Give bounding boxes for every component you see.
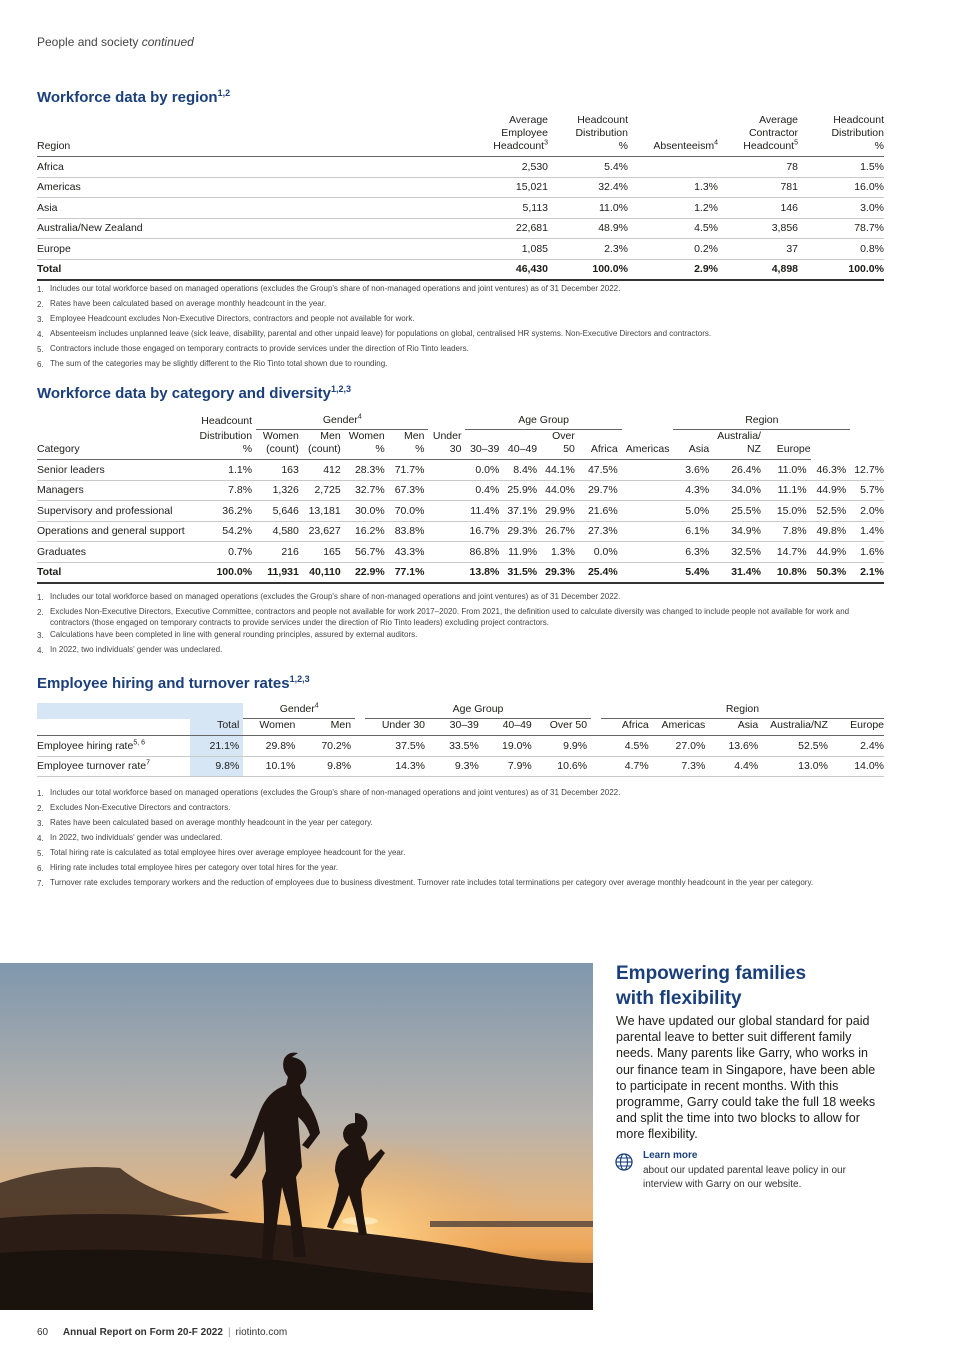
sunset-silhouette-photo: [0, 963, 593, 1310]
table-cell: [428, 521, 465, 542]
table-cell: [591, 756, 601, 777]
table-cell: 15.0%: [765, 501, 811, 522]
table-cell: 3.0%: [802, 198, 884, 219]
table-cell: 43.3%: [389, 542, 429, 563]
col-category: Category: [37, 430, 194, 460]
col-40-49: 40–49: [503, 430, 541, 460]
diversity-footnotes: [37, 590, 887, 658]
diversity-table-title: Workforce data by category and diversity$^{1,2,3}$: [37, 384, 352, 402]
row-label: Senior leaders: [37, 460, 194, 481]
table-cell: 21.1%: [190, 736, 243, 757]
table-cell: 32.4%: [552, 177, 632, 198]
table-cell: 1.5%: [802, 157, 884, 178]
table-cell: 15,021: [347, 177, 552, 198]
hiring-col-header: 30–39: [429, 719, 483, 736]
table-cell: 4.5%: [632, 218, 722, 239]
row-label: Total: [37, 562, 194, 583]
table-cell: 0.0%: [465, 460, 503, 481]
row-label: Americas: [37, 177, 347, 198]
table-cell: [428, 460, 465, 481]
table-cell: 5.0%: [673, 501, 713, 522]
table-cell: 0.8%: [802, 239, 884, 260]
group-age: Age Group: [465, 414, 621, 430]
table-row: [37, 157, 884, 178]
row-label: Graduates: [37, 542, 194, 563]
col-headcount-distribution: Headcount Distribution %: [552, 114, 632, 157]
footnote: 6. The sum of the categories may be slightly different to the Rio Tinto total shown due to rounding.: [37, 359, 388, 369]
table-cell: 16.7%: [465, 521, 503, 542]
table-cell: 54.2%: [194, 521, 256, 542]
table-cell: 26.4%: [713, 460, 765, 481]
table-cell: [622, 480, 674, 501]
table-cell: 10.6%: [536, 756, 591, 777]
table-cell: 2,725: [303, 480, 345, 501]
group-region: Region: [673, 414, 850, 430]
table-cell: 44.0%: [541, 480, 579, 501]
table-cell: 6.3%: [673, 542, 713, 563]
table-row: [37, 542, 884, 563]
footnote: 5. Total hiring rate is calculated as total employee hires over average employee headcount for the year.: [37, 848, 406, 858]
table-cell: 6.1%: [673, 521, 713, 542]
col-30-39: 30–39: [465, 430, 503, 460]
table-cell: 781: [722, 177, 802, 198]
table-cell: 0.4%: [465, 480, 503, 501]
table-cell: 56.7%: [345, 542, 389, 563]
website-link[interactable]: riotinto.com: [235, 1327, 288, 1338]
table-cell: 100.0%: [194, 562, 256, 583]
table-cell: 40,110: [303, 562, 345, 583]
footnote: 4. In 2022, two individuals' gender was undeclared.: [37, 645, 223, 655]
hiring-col-header: Africa: [601, 719, 653, 736]
report-name: Annual Report on Form 20-F 2022: [62, 1327, 223, 1338]
footnote: 3. Calculations have been completed in line with general rounding principles, assured by external auditors.: [37, 630, 418, 640]
table-cell: 44.9%: [811, 480, 851, 501]
table-cell: 1,085: [347, 239, 552, 260]
hiring-group-region: Region: [601, 703, 884, 719]
col-women-count: Women (count): [256, 430, 303, 460]
table-cell: 2.4%: [832, 736, 884, 757]
table-cell: 26.7%: [541, 521, 579, 542]
table-cell: 36.2%: [194, 501, 256, 522]
table-cell: 31.4%: [713, 562, 765, 583]
table-cell: 9.8%: [299, 756, 355, 777]
table-cell: 7.3%: [653, 756, 710, 777]
table-cell: 44.1%: [541, 460, 579, 481]
row-label: Operations and general support: [37, 521, 194, 542]
footnote: 1. Includes our total workforce based on managed operations (excludes the Group's share of non-managed operations and joint ventures) as of 31 December 2022.: [37, 592, 621, 602]
table-cell: 11.4%: [465, 501, 503, 522]
learn-more-description: about our updated parental leave policy in our interview with Garry on our website.: [643, 1165, 846, 1190]
table-cell: 28.3%: [345, 460, 389, 481]
footnote: 2. Excludes Non-Executive Directors and contractors.: [37, 803, 231, 813]
table-cell: 13.0%: [762, 756, 832, 777]
footnote: 6. Hiring rate includes total employee hires per category over total hires for the year.: [37, 863, 339, 873]
table-cell: 21.6%: [579, 501, 622, 522]
table-cell: 12.7%: [850, 460, 884, 481]
table-row: [37, 177, 884, 198]
region-footnotes: [37, 282, 887, 372]
total-row: [37, 562, 884, 583]
table-cell: [428, 501, 465, 522]
table-row: [37, 198, 884, 219]
col-contractor-distribution: Headcount Distribution %: [802, 114, 884, 157]
table-row: [37, 218, 884, 239]
table-cell: 2.1%: [850, 562, 884, 583]
table-cell: 9.3%: [429, 756, 483, 777]
table-cell: 32.7%: [345, 480, 389, 501]
table-cell: 14.0%: [832, 756, 884, 777]
table-cell: 16.2%: [345, 521, 389, 542]
hiring-col-header: 40–49: [483, 719, 536, 736]
table-cell: [355, 756, 365, 777]
col-avg-employee-headcount: Average Employee Headcount$^3$: [347, 114, 552, 157]
table-cell: 9.9%: [536, 736, 591, 757]
table-cell: 37: [722, 239, 802, 260]
row-label: Total: [37, 259, 347, 280]
table-cell: 25.9%: [503, 480, 541, 501]
row-label: Europe: [37, 239, 347, 260]
col-women-pct: Women %: [345, 430, 389, 460]
table-cell: [428, 562, 465, 583]
table-cell: 34.0%: [713, 480, 765, 501]
table-cell: 146: [722, 198, 802, 219]
table-row: [37, 756, 884, 777]
learn-more-link[interactable]: Learn more: [643, 1150, 698, 1161]
table-cell: 9.8%: [190, 756, 243, 777]
footnote: 3. Employee Headcount excludes Non-Executive Directors, contractors and people not available for work.: [37, 314, 415, 324]
table-cell: 4,580: [256, 521, 303, 542]
table-row: [37, 736, 884, 757]
table-cell: [428, 542, 465, 563]
table-cell: 49.8%: [811, 521, 851, 542]
footnote: 4. Absenteeism includes unplanned leave (sick leave, disability, parental and other unpaid leave) for populations on global, centralised HR systems. Non-Executive Directors and contractors.: [37, 329, 712, 339]
table-cell: 37.1%: [503, 501, 541, 522]
table-cell: 2.3%: [552, 239, 632, 260]
table-cell: 77.1%: [389, 562, 429, 583]
row-label: Employee turnover rate$^7$: [37, 756, 190, 777]
table-cell: 14.7%: [765, 542, 811, 563]
table-cell: 0.0%: [579, 542, 622, 563]
table-cell: 4.7%: [601, 756, 653, 777]
table-cell: 44.9%: [811, 542, 851, 563]
table-cell: 22,681: [347, 218, 552, 239]
table-cell: 3.6%: [673, 460, 713, 481]
table-cell: 27.3%: [579, 521, 622, 542]
table-cell: 1.6%: [850, 542, 884, 563]
table-cell: 4.4%: [709, 756, 762, 777]
col-australia-nz: Australia/ NZ: [713, 430, 765, 460]
table-cell: 100.0%: [802, 259, 884, 280]
table-cell: 0.2%: [632, 239, 722, 260]
table-cell: 29.3%: [503, 521, 541, 542]
table-cell: 50.3%: [811, 562, 851, 583]
hiring-col-header: Under 30: [365, 719, 429, 736]
hiring-group-age: Age Group: [365, 703, 591, 719]
table-cell: 13,181: [303, 501, 345, 522]
table-cell: 34.9%: [713, 521, 765, 542]
table-cell: 78: [722, 157, 802, 178]
col-over-50: Over 50: [541, 430, 579, 460]
table-cell: 71.7%: [389, 460, 429, 481]
table-cell: 13.8%: [465, 562, 503, 583]
table-cell: 163: [256, 460, 303, 481]
hiring-footnotes: [37, 786, 887, 891]
col-men-count: Men (count): [303, 430, 345, 460]
hiring-group-gender: Gender$^4$: [243, 703, 355, 719]
hiring-col-header: Total: [190, 719, 243, 736]
table-cell: 46.3%: [811, 460, 851, 481]
footnote: 2. Rates have been calculated based on average monthly headcount in the year.: [37, 299, 327, 309]
region-table: [37, 114, 884, 281]
table-cell: 29.9%: [541, 501, 579, 522]
table-cell: 70.0%: [389, 501, 429, 522]
row-label: Employee hiring rate$^{5, 6}$: [37, 736, 190, 757]
col-hd-distribution-l1: Headcount: [201, 414, 253, 427]
page-footer: 60 Annual Report on Form 20-F 2022 | riotinto.com: [37, 1327, 288, 1338]
hiring-table-title: Employee hiring and turnover rates$^{1,2,3}$: [37, 674, 310, 692]
table-cell: 25.5%: [713, 501, 765, 522]
footnote: 3. Rates have been calculated based on average monthly headcount in the year per category.: [37, 818, 373, 828]
table-row: [37, 501, 884, 522]
table-cell: 7.8%: [765, 521, 811, 542]
table-cell: 4,898: [722, 259, 802, 280]
table-cell: 5,646: [256, 501, 303, 522]
table-cell: 48.9%: [552, 218, 632, 239]
table-cell: [622, 501, 674, 522]
table-cell: 5.4%: [673, 562, 713, 583]
table-cell: 1.3%: [632, 177, 722, 198]
table-cell: 11.9%: [503, 542, 541, 563]
col-absenteeism: Absenteeism$^4$: [632, 114, 722, 157]
region-table-title: Workforce data by region$^{1,2}$: [37, 88, 231, 106]
table-cell: 29.7%: [579, 480, 622, 501]
table-cell: 5.7%: [850, 480, 884, 501]
table-cell: [622, 460, 674, 481]
table-cell: 5,113: [347, 198, 552, 219]
table-cell: 216: [256, 542, 303, 563]
table-cell: 14.3%: [365, 756, 429, 777]
row-label: Asia: [37, 198, 347, 219]
table-cell: 5.4%: [552, 157, 632, 178]
hiring-col-header: Australia/NZ: [762, 719, 832, 736]
table-cell: 3,856: [722, 218, 802, 239]
hiring-table: [37, 703, 884, 777]
row-label: Australia/New Zealand: [37, 218, 347, 239]
footnote: 5. Contractors include those engaged on temporary contracts to provide services under the direction of Rio Tinto leaders.: [37, 344, 469, 354]
table-cell: [632, 157, 722, 178]
running-head: People and society continued: [37, 35, 194, 49]
globe-icon: [614, 1152, 634, 1172]
table-row: [37, 521, 884, 542]
table-cell: 0.7%: [194, 542, 256, 563]
hiring-col-header: Women: [243, 719, 299, 736]
feature-body: We have updated our global standard for paid parental leave to better suit different family needs. Many parents like Garry, who works in our finance team in Singapore, have been able to participate in recent months. With this programme, Garry could take the full 18 weeks and split the time into two blocks to allow for more flexibility.: [616, 1014, 876, 1142]
table-cell: 37.5%: [365, 736, 429, 757]
table-cell: 2.9%: [632, 259, 722, 280]
diversity-table: [37, 414, 884, 584]
table-cell: 29.3%: [541, 562, 579, 583]
table-cell: [622, 562, 674, 583]
row-label: Supervisory and professional: [37, 501, 194, 522]
col-europe: Europe: [765, 430, 811, 460]
table-cell: 4.5%: [601, 736, 653, 757]
col-hd-distribution: Distribution %: [194, 430, 256, 460]
table-cell: 13.6%: [709, 736, 762, 757]
table-cell: 100.0%: [552, 259, 632, 280]
table-cell: 1.2%: [632, 198, 722, 219]
table-cell: 11,931: [256, 562, 303, 583]
table-cell: 25.4%: [579, 562, 622, 583]
footnote: 1. Includes our total workforce based on managed operations (excludes the Group's share of non-managed operations and joint ventures) as of 31 December 2022.: [37, 788, 621, 798]
table-cell: 11.0%: [765, 460, 811, 481]
col-africa: Africa: [579, 430, 622, 460]
col-asia: Asia: [673, 430, 713, 460]
table-row: [37, 239, 884, 260]
group-gender: Gender$^4$: [256, 414, 428, 430]
hiring-col-header: Europe: [832, 719, 884, 736]
table-cell: 23,627: [303, 521, 345, 542]
table-cell: [591, 736, 601, 757]
table-cell: 10.1%: [243, 756, 299, 777]
table-cell: 2,530: [347, 157, 552, 178]
table-cell: 4.3%: [673, 480, 713, 501]
table-cell: 1.3%: [541, 542, 579, 563]
table-cell: 412: [303, 460, 345, 481]
col-americas: Americas: [622, 430, 674, 460]
table-cell: 46,430: [347, 259, 552, 280]
table-cell: 27.0%: [653, 736, 710, 757]
table-cell: 52.5%: [811, 501, 851, 522]
table-cell: 67.3%: [389, 480, 429, 501]
col-avg-contractor-headcount: Average Contractor Headcount$^5$: [722, 114, 802, 157]
table-cell: 32.5%: [713, 542, 765, 563]
table-cell: 16.0%: [802, 177, 884, 198]
page-number: 60: [37, 1327, 49, 1338]
table-row: [37, 480, 884, 501]
table-cell: 7.8%: [194, 480, 256, 501]
table-cell: 52.5%: [762, 736, 832, 757]
total-row: [37, 259, 884, 280]
table-cell: 11.0%: [552, 198, 632, 219]
table-cell: [355, 736, 365, 757]
table-cell: 70.2%: [299, 736, 355, 757]
hiring-col-header: Asia: [709, 719, 762, 736]
table-cell: [622, 521, 674, 542]
feature-title: Empowering families with flexibility: [616, 963, 807, 1009]
footnote: 7. Turnover rate excludes temporary workers and the reduction of employees due to business divestment. Turnover rate includes total terminations per category over average monthly headcount in the year per category.: [37, 878, 814, 888]
table-cell: 1.1%: [194, 460, 256, 481]
table-cell: [622, 542, 674, 563]
table-cell: 8.4%: [503, 460, 541, 481]
col-under-30: Under 30: [428, 430, 465, 460]
table-cell: 83.8%: [389, 521, 429, 542]
table-cell: 29.8%: [243, 736, 299, 757]
row-label: Managers: [37, 480, 194, 501]
table-cell: 47.5%: [579, 460, 622, 481]
table-cell: 11.1%: [765, 480, 811, 501]
table-cell: [428, 480, 465, 501]
table-cell: 2.0%: [850, 501, 884, 522]
col-region: Region: [37, 114, 347, 157]
table-cell: 33.5%: [429, 736, 483, 757]
footnote: 4. In 2022, two individuals' gender was undeclared.: [37, 833, 223, 843]
hiring-col-header: Men: [299, 719, 355, 736]
table-cell: 30.0%: [345, 501, 389, 522]
footnote: 2. Excludes Non-Executive Directors, Executive Committee, contractors and people not available for work 2017–2020. From 2021, the definition used to calculate diversity was changed to include people not available for work and contractors (those engaged on temporary contracts to provide services under the direction of Rio Tinto leaders) excluding project contractors.: [37, 607, 850, 627]
row-label: Africa: [37, 157, 347, 178]
table-cell: 1.4%: [850, 521, 884, 542]
table-cell: 31.5%: [503, 562, 541, 583]
table-cell: 10.8%: [765, 562, 811, 583]
table-cell: 78.7%: [802, 218, 884, 239]
table-cell: 86.8%: [465, 542, 503, 563]
hiring-col-header: Over 50: [536, 719, 591, 736]
table-cell: 19.0%: [483, 736, 536, 757]
table-cell: 22.9%: [345, 562, 389, 583]
table-cell: 1,326: [256, 480, 303, 501]
footnote: 1. Includes our total workforce based on managed operations (excludes the Group's share of non-managed operations and joint ventures) as of 31 December 2022.: [37, 284, 621, 294]
col-men-pct: Men %: [389, 430, 429, 460]
table-cell: 165: [303, 542, 345, 563]
table-cell: 7.9%: [483, 756, 536, 777]
hiring-col-header: Americas: [653, 719, 710, 736]
table-row: [37, 460, 884, 481]
